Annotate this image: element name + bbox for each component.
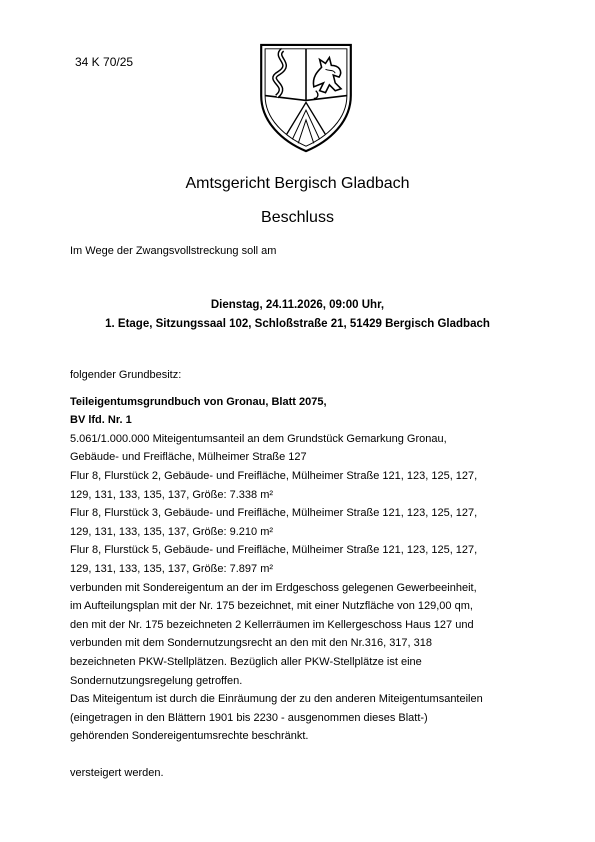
bv-number: BV lfd. Nr. 1 (70, 414, 132, 427)
auction-date-time: Dienstag, 24.11.2026, 09:00 Uhr, (210, 299, 385, 311)
description-line: den mit der Nr. 175 bezeichneten 2 Kellerräumen im Kellergeschoss Haus 127 und (70, 618, 474, 631)
property-lead: folgender Grundbesitz: (70, 369, 182, 381)
description-line: 129, 131, 133, 135, 137, Größe: 9.210 m² (70, 525, 274, 538)
description-line: 129, 131, 133, 135, 137, Größe: 7.897 m² (70, 562, 274, 575)
description-line: 129, 131, 133, 135, 137, Größe: 7.338 m² (70, 488, 274, 501)
land-register-entry: Teileigentumsgrundbuch von Gronau, Blatt 2075, (70, 395, 327, 408)
case-number: 34 K 70/25 (75, 55, 134, 69)
description-line: verbunden mit Sondereigentum an der im Erdgeschoss gelegenen Gewerbeeinheit, (70, 581, 477, 594)
intro-text: Im Wege der Zwangsvollstreckung soll am (70, 245, 277, 257)
description-line: Flur 8, Flurstück 2, Gebäude- und Freifläche, Mülheimer Straße 121, 123, 125, 127, (70, 469, 478, 482)
closing-text: versteigert werden. (70, 767, 164, 779)
description-line: Flur 8, Flurstück 3, Gebäude- und Freifläche, Mülheimer Straße 121, 123, 125, 127, (70, 507, 478, 520)
description-line: im Aufteilungsplan mit der Nr. 175 bezeichnet, mit einer Nutzfläche von 129,00 qm, (70, 600, 473, 613)
description-line: bezeichneten PKW-Stellplätzen. Bezüglich aller PKW-Stellplätze ist eine (70, 655, 422, 668)
court-name: Amtsgericht Bergisch Gladbach (185, 175, 410, 192)
document-title: Beschluss (261, 209, 334, 226)
property-section (70, 366, 540, 746)
description-line: Das Miteigentum ist durch die Einräumung der zu den anderen Miteigentumsanteilen (70, 693, 483, 706)
description-line: verbunden mit dem Sondernutzungsrecht an den mit den Nr.316, 317, 318 (70, 637, 433, 650)
description-line: (eingetragen in den Blättern 1901 bis 2230 - ausgenommen dieses Blatt-) (70, 711, 428, 724)
description-line: 5.061/1.000.000 Miteigentumsanteil an dem Grundstück Gemarkung Gronau, (70, 432, 447, 445)
description-line: Gebäude- und Freifläche, Mülheimer Straße 127 (70, 451, 307, 464)
description-line: gehörenden Sondereigentumsrechte beschränkt. (70, 730, 309, 743)
description-line: Sondernutzungsregelung getroffen. (70, 674, 243, 687)
auction-term (0, 296, 595, 334)
description-line: Flur 8, Flurstück 5, Gebäude- und Freifläche, Mülheimer Straße 121, 123, 125, 127, (70, 544, 478, 557)
auction-location: 1. Etage, Sitzungssaal 102, Schloßstraße 21, 51429 Bergisch Gladbach (105, 318, 490, 330)
coat-of-arms-emblem (257, 42, 355, 154)
